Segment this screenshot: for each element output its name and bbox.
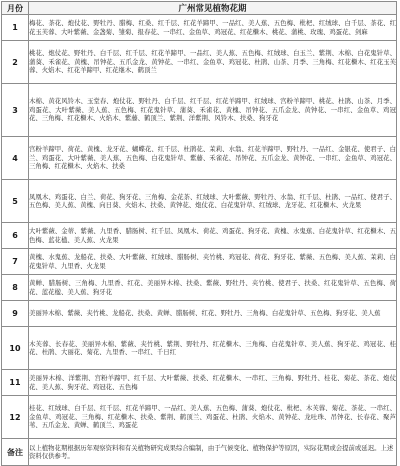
month-cell: 12 <box>2 396 29 439</box>
flower-calendar-table <box>1 1 397 466</box>
table-row <box>2 301 397 327</box>
flowers-cell: 美丽异木棉、紫薇、夹竹桃、龙船花、扶桑、黄蝉、腊肠树、红花、野牡丹、三角梅、白花鬼针草、五色梅、狗牙花、美人蕉 <box>29 301 397 327</box>
month-cell: 8 <box>2 275 29 301</box>
table-row <box>2 41 397 84</box>
table-row <box>2 84 397 137</box>
month-cell: 1 <box>2 15 29 41</box>
flowers-cell: 凤凰木、鸡蛋花、白兰、荷花、狗牙花、三角梅、金花茶、红绒球、大叶紫薇、野牡丹、水翁、红千层、杜鹃、一品红、使君子、五色梅、美人蕉、黄槐、向日葵、火焰木、扶桑、黄钟花、炮仗花、白花鬼针草、红绒球、龙牙花、红花檵木、火龙果 <box>29 180 397 223</box>
month-cell: 10 <box>2 327 29 370</box>
flowers-cell: 美丽异木棉、洋紫荆、宫粉羊蹄甲、红千层、大叶紫薇、扶桑、红花檵木、一串红、三角梅、野牡丹、桂花、菊花、茶花、炮仗花、美人蕉、狗牙花、鸡冠花、五色梅 <box>29 370 397 396</box>
table-header-row <box>2 2 397 15</box>
flower-calendar <box>1 1 399 460</box>
flowers-cell: 木芙蓉、长春花、美丽异木棉、紫薇、夹竹桃、紫荆、野牡丹、红花檵木、三角梅、白花鬼针草、美人蕉、狗牙花、鸡冠花、桂花、杜鹃、大丽花、菊花、九里香、一串红、千日红 <box>29 327 397 370</box>
month-cell: 11 <box>2 370 29 396</box>
table-row <box>2 249 397 275</box>
table-row <box>2 223 397 249</box>
month-cell: 7 <box>2 249 29 275</box>
month-cell: 2 <box>2 41 29 84</box>
table-row <box>2 180 397 223</box>
note-text: 以上植物花期根据历年观察资料和有关植物研究成果综合编制，由于气候变化、植物保护等原因，实际花期或会提前或延迟。上述资料仅供参考。 <box>29 439 397 466</box>
flowers-cell: 梅花、茶花、炮仗花、野牡丹、腊梅、红桑、红千层、红花羊蹄甲、一品红、美人蕉、五色梅、枇杷、红绒球、白千层、茶花、红花玉芙蓉、大叶紫薇、金盏菊、雏菊、报春花、一串红、金鱼草、鸡冠花、红花檵木、桃花、蒲桃、玫瑰、鸡蛋花、剑麻 <box>29 15 397 41</box>
flowers-cell: 桂花、红绒球、白千层、红千层、红花羊蹄甲、一品红、美人蕉、五色梅、蒲葵、炮仗花、枇杷、木芙蓉、菊花、茶花、一串红、金鱼草、鸡冠花、三角梅、红花檵木、扶桑、紫荆、鹤顶兰、鸡蛋花、杜鹃、火焰木、黄钟花、龙吐珠、吊钟花、长春花、聚芦苇、五爪金龙、黄蝉、鹤顶兰、鸡蛋花 <box>29 396 397 439</box>
month-column-header: 月份 <box>2 2 29 15</box>
month-cell: 9 <box>2 301 29 327</box>
flowers-cell: 黄蝉、腊肠树、三角梅、九里香、红花、美丽异木棉、扶桑、紫薇、野牡丹、夹竹桃、使君子、扶桑、红花鬼针草、五色梅、荷花、蓝花楹、美人蕉、狗牙花 <box>29 275 397 301</box>
flowers-cell: 宫粉羊蹄甲、荷花、黄槐、龙牙花、蝴蝶花、红千层、杜鹃花、茉莉、水翁、红花羊蹄甲、野牡丹、一品红、金银花、使君子、白兰、鸡蛋花、大叶紫薇、美人蕉、五色梅、白花鬼针草、紫藤、禾雀花、吊钟花、五爪金龙、黄钟花、一串红、金鱼草、鸡冠花、三角梅、红花檵木、火焰木、扶桑 <box>29 137 397 180</box>
table-row <box>2 137 397 180</box>
table-title: 广州常见植物花期 <box>29 2 397 15</box>
table-row <box>2 275 397 301</box>
flowers-cell: 大叶紫薇、金蒂、紫薇、九里香、腊肠树、红千层、凤凰木、荷花、鸡蛋花、狗牙花、黄槐、水鬼蕉、白花鬼针草、红花檵木、五色梅、蓝花楹、美人蕉、火龙果 <box>29 223 397 249</box>
table-row <box>2 396 397 439</box>
flowers-cell: 桃花、炮仗花、野牡丹、白千层、红千层、红花羊蹄甲、一品红、美人蕉、五色梅、红绒球、白玉兰、紫荆、木棉、白花鬼针草、蒲葵、禾雀花、黄槐、吊钟花、五爪金龙、黄钟花、一串红、金鱼草、鸡冠花、杜鹃、山茶、月季、三角梅、红花檵木、红花玉芙蓉、火焰木、红花羊蹄甲、红花继木、鹤顶兰 <box>29 41 397 84</box>
note-row <box>2 439 397 466</box>
month-cell: 3 <box>2 84 29 137</box>
note-label: 备注 <box>2 439 29 466</box>
table-row <box>2 327 397 370</box>
month-cell: 5 <box>2 180 29 223</box>
month-cell: 4 <box>2 137 29 180</box>
table-row <box>2 370 397 396</box>
flowers-cell: 木棉、黄花风铃木、玉堂春、炮仗花、野牡丹、白千层、红千层、红花羊蹄甲、红绒球、宫粉羊蹄甲、桃花、杜鹃、山茶、月季、鸡蛋花、大叶紫薇、美人蕉、五色梅、红花鬼针草、蒲葵、禾雀花、黄槐、吊钟花、五爪金龙、黄钟花、一串红、金鱼草、鸡冠花、三角梅、红花檵木、火焰木、紫藤、鹤顶兰、紫荆、洋紫荆、风铃木、扶桑、狗牙花 <box>29 84 397 137</box>
flowers-cell: 黄槐、水鬼蕉、龙船花、扶桑、大叶紫薇、红绒球、腊肠树、夹竹桃、鸡冠花、荷花、狗牙花、紫薇、五色梅、美人蕉、茉莉、白花鬼针草、九里香、火龙果 <box>29 249 397 275</box>
table-row <box>2 15 397 41</box>
month-cell: 6 <box>2 223 29 249</box>
